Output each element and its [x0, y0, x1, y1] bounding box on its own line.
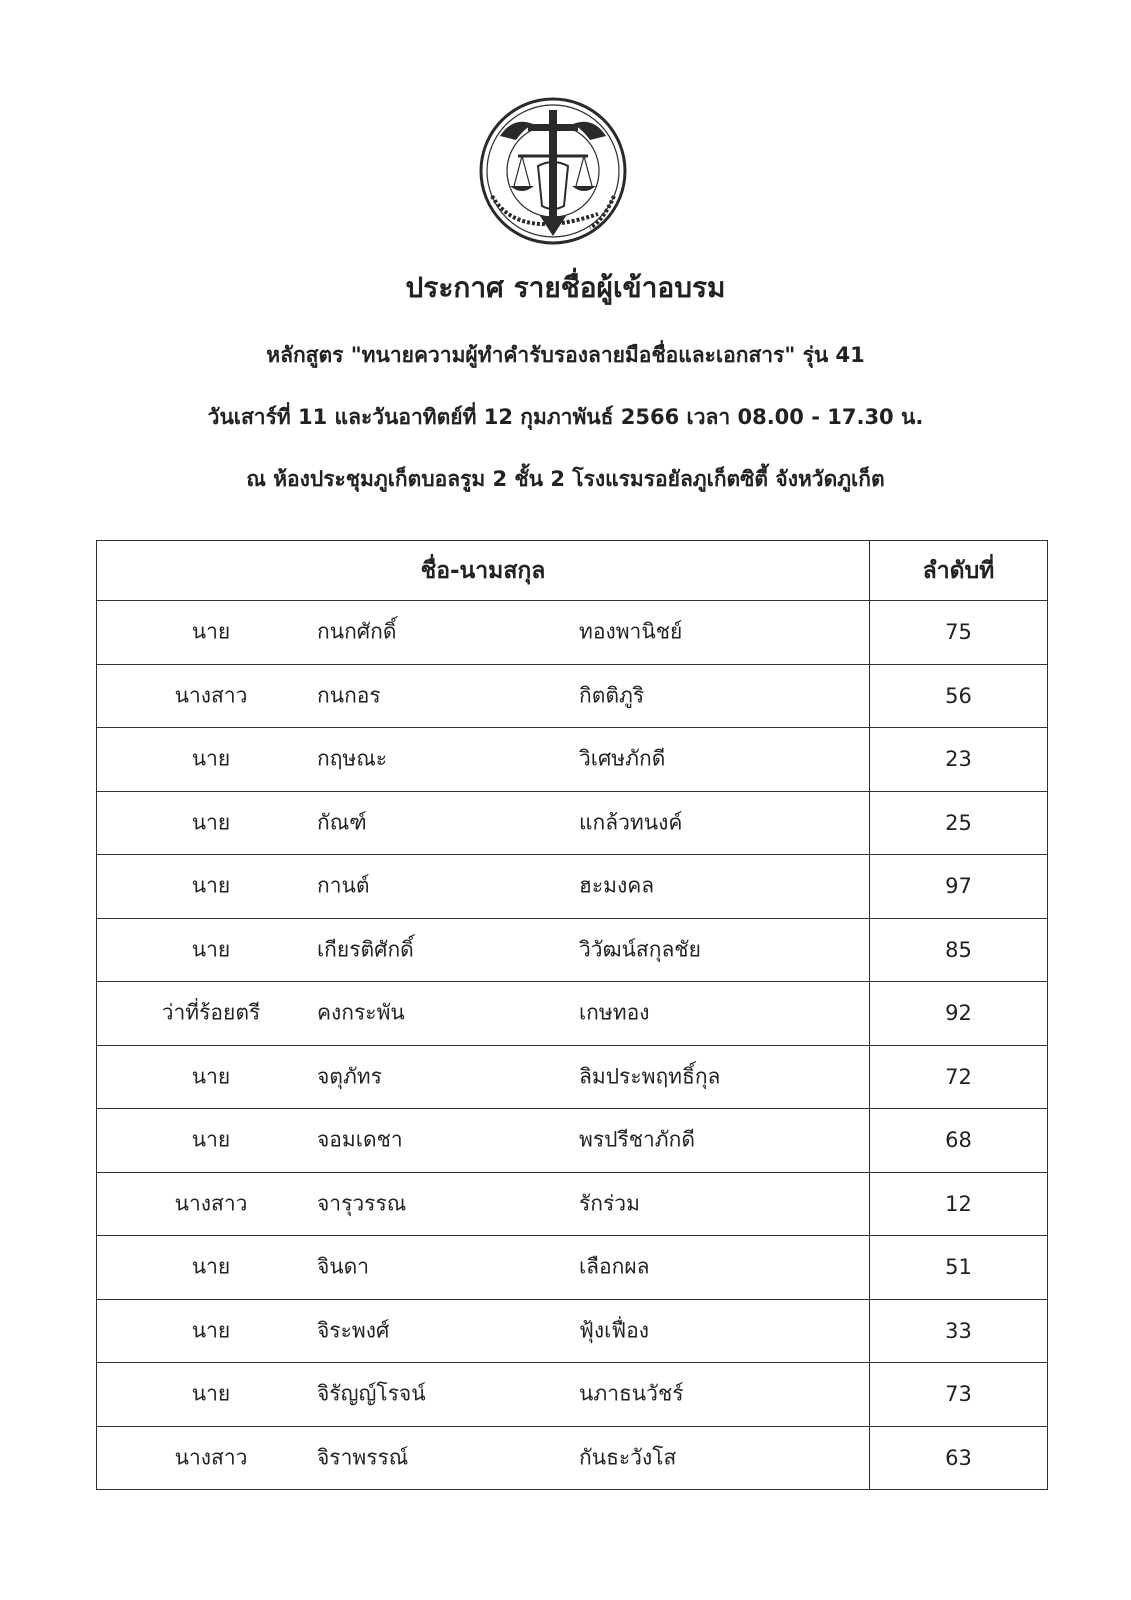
column-header-name: ชื่อ-นามสกุล — [97, 541, 870, 601]
order-number: 68 — [870, 1109, 1048, 1173]
first-name: จอมเดชา — [317, 1127, 403, 1152]
first-name: จารุวรรณ — [317, 1191, 407, 1216]
first-name: จตุภัทร — [317, 1064, 382, 1089]
page-title: ประกาศ รายชื่อผู้เข้าอบรม — [405, 271, 726, 304]
order-number: 72 — [870, 1045, 1048, 1109]
table-row — [97, 918, 1048, 982]
first-name: จิราพรรณ์ — [317, 1445, 409, 1470]
order-number: 12 — [870, 1172, 1048, 1236]
order-number: 97 — [870, 855, 1048, 919]
order-number: 56 — [870, 664, 1048, 728]
attendee-name-cell — [97, 982, 870, 1046]
first-name: กนกอร — [317, 683, 381, 708]
first-name: กัณฑ์ — [317, 810, 367, 835]
last-name: กิตติภูริ — [579, 683, 645, 708]
order-number: 33 — [870, 1299, 1048, 1363]
attendee-name-cell — [97, 1426, 870, 1490]
last-name: ลิมประพฤทธิ์กุล — [579, 1064, 721, 1089]
attendee-name-cell — [97, 1299, 870, 1363]
attendee-name-cell — [97, 791, 870, 855]
first-name: คงกระพัน — [317, 1000, 405, 1025]
attendee-name-cell — [97, 664, 870, 728]
name-title: นาย — [191, 810, 231, 835]
first-name: จินดา — [317, 1254, 370, 1279]
attendee-name-cell — [97, 601, 870, 665]
last-name: ฟุ้งเฟื่อง — [579, 1318, 650, 1343]
table-row — [97, 1045, 1048, 1109]
order-number: 25 — [870, 791, 1048, 855]
lawyers-council-seal-icon — [478, 96, 628, 246]
attendee-name-cell — [97, 1363, 870, 1427]
order-number: 85 — [870, 918, 1048, 982]
name-title: นางสาว — [174, 683, 248, 708]
order-number: 92 — [870, 982, 1048, 1046]
training-date: วันเสาร์ที่ 11 และวันอาทิตย์ที่ 12 กุมภาพันธ์ 2566 เวลา 08.00 - 17.30 น. — [207, 405, 924, 429]
attendee-name-cell — [97, 1045, 870, 1109]
last-name: วิเศษภักดี — [579, 746, 666, 771]
attendee-name-cell — [97, 728, 870, 792]
table-row — [97, 1363, 1048, 1427]
table-row — [97, 791, 1048, 855]
last-name: วิวัฒน์สกุลชัย — [579, 937, 701, 962]
name-title: นาย — [191, 1381, 231, 1406]
last-name: รักร่วม — [579, 1191, 640, 1216]
name-title: นาย — [191, 619, 231, 644]
first-name: กนกศักดิ์ — [317, 619, 397, 644]
last-name: แกล้วทนงค์ — [579, 810, 683, 835]
training-venue: ณ ห้องประชุมภูเก็ตบอลรูม 2 ชั้น 2 โรงแรมรอยัลภูเก็ตซิตี้ จังหวัดภูเก็ต — [246, 467, 885, 491]
name-title: นาย — [191, 1127, 231, 1152]
last-name: ฮะมงคล — [579, 873, 655, 898]
last-name: ทองพานิชย์ — [579, 619, 683, 644]
table-row — [97, 728, 1048, 792]
name-title: นางสาว — [174, 1445, 248, 1470]
attendee-name-cell — [97, 855, 870, 919]
table-row — [97, 601, 1048, 665]
name-title: นาย — [191, 1254, 231, 1279]
table-row — [97, 664, 1048, 728]
name-title: นาย — [191, 1318, 231, 1343]
last-name: เลือกผล — [579, 1254, 650, 1279]
attendee-name-cell — [97, 918, 870, 982]
name-title: นาย — [191, 873, 231, 898]
order-number: 51 — [870, 1236, 1048, 1300]
last-name: เกษทอง — [579, 1000, 650, 1025]
order-number: 23 — [870, 728, 1048, 792]
name-title: นาย — [191, 937, 231, 962]
table-row — [97, 1172, 1048, 1236]
name-title: ว่าที่ร้อยตรี — [161, 1000, 261, 1025]
table-row — [97, 1299, 1048, 1363]
order-number: 63 — [870, 1426, 1048, 1490]
table-row — [97, 1109, 1048, 1173]
column-header-order: ลำดับที่ — [870, 541, 1048, 601]
table-row — [97, 982, 1048, 1046]
attendee-table — [96, 540, 1048, 1490]
name-title: นาย — [191, 1064, 231, 1089]
first-name: กฤษณะ — [317, 746, 388, 771]
name-title: นาย — [191, 746, 231, 771]
table-header-row — [97, 541, 1048, 601]
first-name: จิระพงศ์ — [317, 1318, 390, 1343]
table-row — [97, 1426, 1048, 1490]
name-title: นางสาว — [174, 1191, 248, 1216]
order-number: 75 — [870, 601, 1048, 665]
last-name: นภาธนวัชร์ — [579, 1381, 684, 1406]
attendee-name-cell — [97, 1172, 870, 1236]
table-row — [97, 855, 1048, 919]
attendee-name-cell — [97, 1109, 870, 1173]
order-number: 73 — [870, 1363, 1048, 1427]
course-name: หลักสูตร "ทนายความผู้ทำคำรับรองลายมือชื่อและเอกสาร" รุ่น 41 — [266, 343, 865, 367]
attendee-rows — [97, 601, 1048, 1490]
first-name: กานต์ — [317, 873, 370, 898]
attendee-name-cell — [97, 1236, 870, 1300]
table-row — [97, 1236, 1048, 1300]
first-name: จิรัญญ์โรจน์ — [317, 1381, 426, 1406]
first-name: เกียรติศักดิ์ — [317, 937, 414, 962]
last-name: พรปรีชาภักดี — [579, 1127, 695, 1152]
last-name: กันธะวังโส — [579, 1445, 677, 1470]
